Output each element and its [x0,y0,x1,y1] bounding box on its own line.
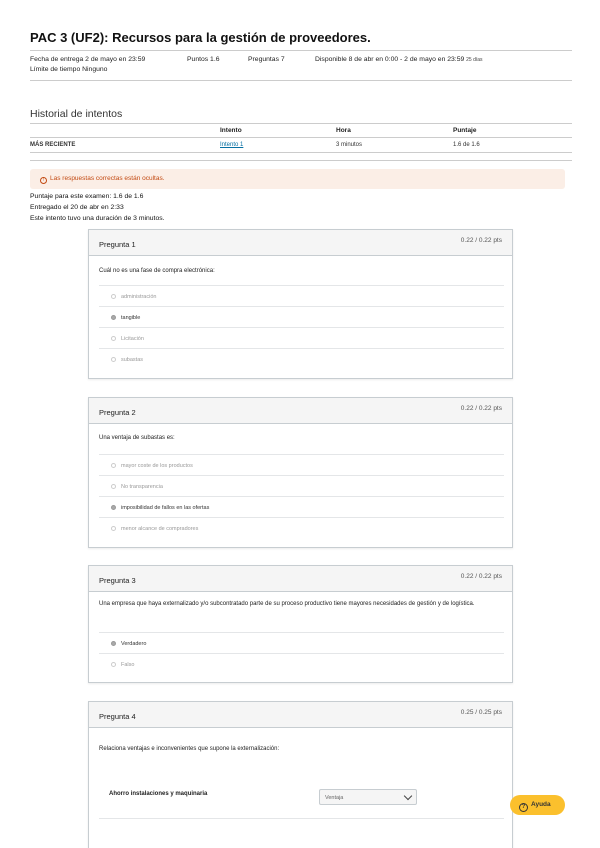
question-points: 0.22 / 0.22 pts [460,405,502,412]
option-label: imposibilidad de fallos en las ofertas [121,505,210,511]
question-text: Cuál no es una fase de compra electrónica: [99,268,215,274]
questions-count: Preguntas 7 [248,56,285,63]
radio-icon[interactable] [111,463,116,468]
due-date: Fecha de entrega 2 de mayo en 23:59 [30,56,146,63]
question-header [89,702,512,728]
hidden-answers-alert [30,169,565,189]
radio-icon[interactable] [111,294,116,299]
select-value: Ventaja [325,795,344,801]
points-total: Puntos 1.6 [187,56,220,63]
radio-icon[interactable] [111,336,116,341]
availability [315,56,483,63]
divider [30,137,572,138]
divider [30,152,572,153]
warning-icon: ! [40,177,47,184]
time-limit: Límite de tiempo Ninguno [30,66,108,73]
match-select[interactable] [319,789,417,805]
question-points: 0.22 / 0.22 pts [460,573,502,580]
history-header-score: Puntaje [453,127,477,134]
divider [99,818,504,839]
history-row-score: 1.6 de 1.6 [453,142,480,148]
radio-icon[interactable] [111,484,116,489]
radio-icon[interactable] [111,662,116,667]
option-label: Falso [121,662,135,668]
question-card-4 [88,701,513,848]
option-label: Verdadero [121,641,147,647]
attempt-link[interactable]: Intento 1 [220,142,244,148]
radio-selected-icon[interactable] [111,315,116,320]
option-label: administración [121,294,157,300]
question-text: Una empresa que haya externalizado y/o subcontratado parte de su proceso productivo tiene mayores necesidades de gestión y de logística. [99,601,475,607]
availability-days: 25 días [466,57,483,63]
question-header [89,566,512,592]
answer-option[interactable] [99,327,504,348]
question-points: 0.25 / 0.25 pts [460,709,502,716]
option-label: mayor coste de los productos [121,463,193,469]
question-title: Pregunta 3 [99,576,136,585]
radio-icon[interactable] [111,526,116,531]
answer-option[interactable] [99,475,504,496]
history-title: Historial de intentos [30,108,123,120]
question-card-2 [88,397,513,548]
history-row-time: 3 minutos [336,142,363,148]
divider [30,160,572,161]
answer-option[interactable] [99,454,504,475]
alert-text: Las respuestas correctas están ocultas. [50,175,165,182]
question-title: Pregunta 1 [99,240,136,249]
answer-option[interactable] [99,632,504,653]
answer-option[interactable] [99,306,504,327]
answer-option[interactable] [99,348,504,369]
option-label: Licitación [121,336,144,342]
divider [30,50,572,51]
match-item-label: Ahorro instalaciones y maquinaria [109,791,208,797]
history-attempt-link[interactable] [220,142,243,148]
option-label: menor alcance de compradores [121,526,199,532]
availability-dates: Disponible 8 de abr en 0:00 - 2 de mayo en 23:59 [315,56,465,63]
submitted-date: Entregado el 20 de abr en 2:33 [30,204,124,211]
option-label: tangible [121,315,141,321]
radio-selected-icon[interactable] [111,641,116,646]
help-button[interactable] [510,795,565,815]
question-card-3 [88,565,513,683]
answer-option[interactable] [99,496,504,517]
radio-icon[interactable] [111,357,116,362]
question-title: Pregunta 4 [99,712,136,721]
chevron-down-icon [404,792,412,800]
option-label: subastas [121,357,144,363]
page-title: PAC 3 (UF2): Recursos para la gestión de proveedores. [30,30,371,45]
answer-option[interactable] [99,653,504,674]
question-text: Relaciona ventajas e inconvenientes que supone la externalización: [99,746,280,752]
option-label: No transparencia [121,484,163,490]
divider [30,80,572,81]
answer-option[interactable] [99,285,504,306]
question-header [89,230,512,256]
question-card-1 [88,229,513,379]
question-text: Una ventaja de subastas es: [99,435,175,441]
attempt-duration: Este intento tuvo una duración de 3 minutos. [30,215,165,222]
divider [30,123,572,124]
history-row-label: MÁS RECIENTE [30,142,76,148]
help-icon: ? [519,803,528,812]
radio-selected-icon[interactable] [111,505,116,510]
question-points: 0.22 / 0.22 pts [460,237,502,244]
help-label: Ayuda [531,801,551,808]
history-header-attempt: Intento [220,127,242,134]
history-header-time: Hora [336,127,351,134]
question-title: Pregunta 2 [99,408,136,417]
score-summary: Puntaje para este examen: 1.6 de 1.6 [30,193,144,200]
answer-option[interactable] [99,517,504,538]
question-header [89,398,512,424]
